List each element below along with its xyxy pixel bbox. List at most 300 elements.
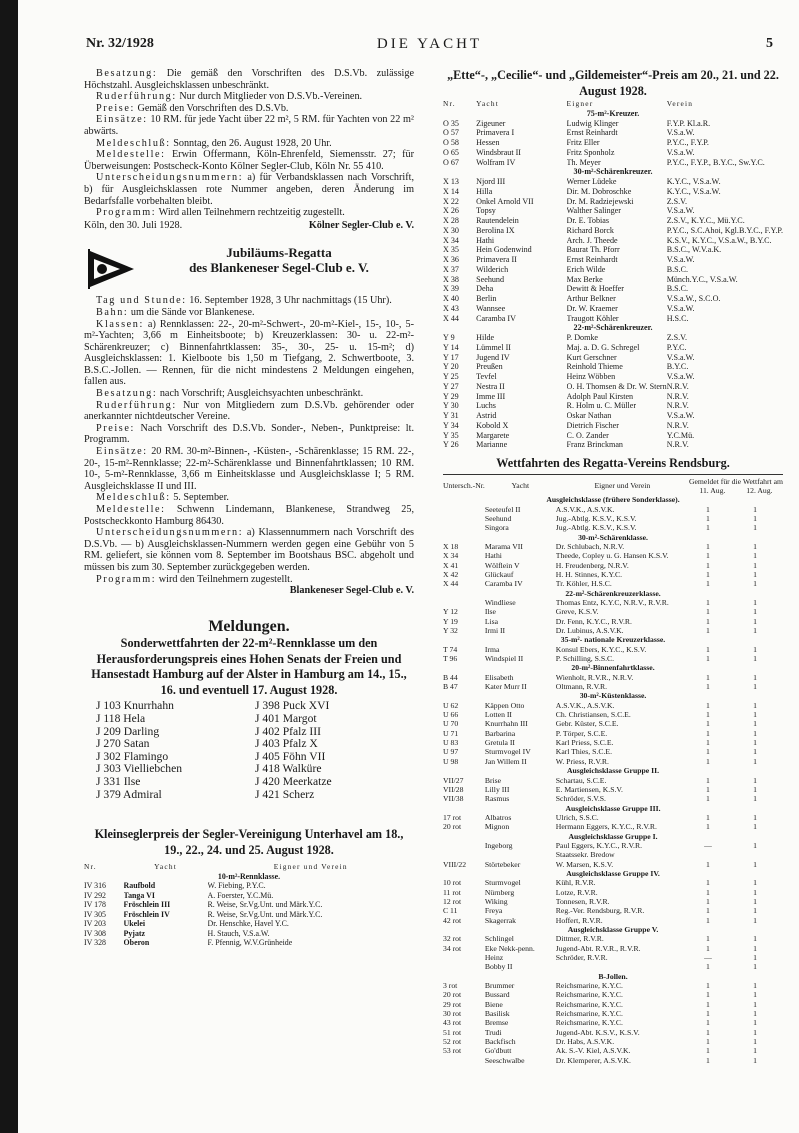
table-cell: Ernst Reinhardt: [566, 128, 618, 138]
table-row: [443, 785, 783, 794]
table-cell: 1: [753, 1018, 757, 1028]
rendsburg-group-label: Ausgleichsklasse (frühere Sonderklasse).: [546, 495, 680, 505]
table-cell: Reg.-Ver. Rendsburg, R.V.R.: [555, 906, 645, 916]
table-row: [443, 1056, 783, 1065]
table-row: [443, 981, 783, 990]
table-row: [443, 1046, 783, 1055]
table-cell: 1: [706, 915, 710, 925]
table-cell: Marama VII: [484, 541, 523, 551]
table-cell: 42 rot: [443, 915, 462, 925]
table-cell: Walther Salinger: [566, 206, 621, 216]
table-cell: V.S.a.W.: [666, 147, 695, 157]
rendsburg-group-label: 22-m²-Schärenkreuzerklasse.: [565, 588, 661, 598]
table-cell: 1: [753, 896, 757, 906]
table-cell: Dr. Klemperer, A.S.V.K.: [555, 1055, 631, 1065]
table-cell: 1: [753, 775, 757, 785]
table-cell: A. Foerster, Y.C.Mü.: [207, 890, 274, 900]
sonder-entry: J 421 Scherz: [255, 787, 315, 801]
table-cell: 1: [706, 616, 710, 626]
koeln-keyword: Ruderführung:: [96, 91, 177, 103]
jubilaeum-keyword: Unterscheidungsnummern:: [96, 527, 244, 539]
table-cell: Lotten II: [484, 710, 512, 720]
table-cell: Karl Priess, S.C.E.: [555, 738, 614, 748]
table-cell: Biene: [484, 999, 503, 1009]
rendsburg-group-row: [443, 766, 783, 775]
table-cell: 1: [706, 682, 710, 692]
table-cell: P. Domke: [566, 333, 599, 342]
table-cell: X 39: [443, 284, 459, 294]
table-cell: Onkel Arnold VII: [476, 196, 534, 206]
table-cell: 1: [706, 644, 710, 654]
table-cell: B 47: [443, 682, 458, 692]
table-cell: Reichsmarine, K.Y.C.: [555, 1009, 623, 1019]
table-cell: Hathi: [476, 235, 495, 245]
table-cell: F.Y.P. Kl.a.R.: [666, 118, 711, 128]
koeln-paragraph: [84, 68, 414, 91]
table-cell: Raufbold: [123, 881, 156, 891]
table-cell: Y 20: [443, 362, 459, 372]
table-cell: 20 rot: [443, 822, 462, 832]
table-cell: [443, 850, 485, 859]
table-row: [443, 177, 783, 187]
table-cell: 1: [753, 934, 757, 944]
table-cell: V.S.a.W.: [666, 128, 695, 138]
left-column: [84, 68, 414, 948]
table-cell: B.S.C., W.V.a.K.: [666, 245, 722, 255]
table-cell: Ilse: [484, 607, 496, 617]
table-cell: 1: [706, 551, 710, 561]
table-cell: 1: [706, 812, 710, 822]
table-cell: Eke Nekk-penn.: [484, 943, 535, 953]
meldungen-heading: Meldungen.: [208, 617, 290, 635]
koeln-text: Wird allen Teilnehmern rechtzeitig zugestellt.: [156, 207, 345, 219]
table-cell: 1: [706, 1046, 710, 1056]
table-cell: 1: [753, 794, 757, 804]
koeln-date: Köln, den 30. Juli 1928.: [84, 219, 183, 231]
table-cell: 1: [706, 1027, 710, 1037]
table-cell: Wannsee: [476, 303, 506, 313]
ette-group-row: [443, 109, 783, 119]
jubilaeum-keyword: Meldestelle:: [96, 504, 166, 515]
rendsburg-group-row: [443, 635, 783, 644]
table-cell: Pyjatz: [123, 928, 146, 938]
table-row: [84, 910, 414, 920]
table-cell: X 13: [443, 177, 459, 186]
sonder-entry: J 403 Pfalz X: [255, 737, 318, 751]
ette-group-label: 22-m²-Schärenkreuzer.: [573, 323, 653, 333]
table-cell: X 18: [443, 541, 459, 551]
klein-header-cell: Yacht: [154, 862, 177, 872]
table-cell: Sturmvogel: [484, 878, 521, 888]
rendsburg-header-cell: Untersch.-Nr.: [443, 481, 485, 491]
table-row: [443, 275, 783, 285]
rendsburg-group-row: [443, 869, 783, 878]
table-row: [443, 841, 783, 850]
table-cell: Primavera I: [476, 128, 515, 138]
table-cell: Y 19: [443, 616, 458, 626]
issue-number: Nr. 32/1928: [86, 36, 154, 51]
table-cell: Karl Thies, S.C.E.: [555, 747, 613, 757]
table-cell: Schröder, R.V.R.: [555, 953, 608, 963]
table-cell: Y 9: [443, 333, 455, 342]
ette-title: „Ette“-, „Cecilie“- und „Gildemeister“-Preis am 20., 21. und 22. August 1928.: [447, 68, 779, 98]
table-cell: 1: [706, 747, 710, 757]
table-cell: 34 rot: [443, 943, 462, 953]
table-cell: 20 rot: [443, 990, 462, 1000]
table-row: [443, 119, 783, 129]
table-cell: Erich Wilde: [566, 264, 606, 274]
koeln-announcement: [84, 68, 414, 219]
table-cell: W. Priess, R.V.R.: [555, 756, 609, 766]
rendsburg-group-label: Ausgleichsklasse Gruppe I.: [568, 831, 658, 841]
table-cell: Dr. W. Kraemer: [566, 303, 618, 313]
table-cell: R. Weise, Sr.Vg.Unt. und Märk.Y.C.: [207, 900, 323, 910]
table-cell: 17 rot: [443, 812, 462, 822]
jubilaeum-keyword: Ruderführung:: [96, 399, 177, 411]
table-cell: 1: [753, 887, 757, 897]
rendsburg-group-label: Ausgleichsklasse Gruppe IV.: [566, 868, 660, 878]
koeln-text: Nur durch Mitglieder von D.S.Vb.-Vereinen.: [176, 91, 363, 103]
jubilaeum-heading: [84, 245, 414, 289]
table-cell: A.S.V.K., A.S.V.K.: [555, 700, 615, 710]
table-cell: 1: [753, 822, 757, 832]
table-cell: VII/27: [443, 775, 464, 785]
klein-group-row: [84, 872, 414, 882]
table-cell: Tr. Köhler, H.S.C.: [555, 579, 612, 589]
jubilaeum-paragraph: [84, 504, 414, 527]
table-cell: 1: [706, 626, 710, 635]
koeln-keyword: Unterscheidungsnummern:: [96, 172, 244, 184]
koeln-paragraph: [84, 172, 414, 207]
rendsburg-title: Wettfahrten des Regatta-Vereins Rendsburg.: [496, 456, 730, 470]
table-row: [443, 343, 783, 353]
table-cell: Y 35: [443, 430, 459, 440]
table-cell: Y 30: [443, 401, 459, 411]
table-cell: U 98: [443, 756, 459, 766]
table-row: [443, 860, 783, 869]
table-cell: Mignon: [484, 822, 510, 832]
table-cell: X 14: [443, 186, 459, 196]
table-row: [443, 897, 783, 906]
table-cell: X 38: [443, 274, 459, 284]
table-cell: 1: [753, 607, 757, 617]
table-cell: X 44: [443, 313, 459, 323]
table-cell: Schröder, S.V.S.: [555, 794, 606, 804]
table-cell: N.R.V.: [666, 440, 689, 450]
table-cell: Jan Willem II: [484, 756, 527, 766]
koeln-paragraph: [84, 207, 414, 219]
table-row: [443, 617, 783, 626]
table-cell: V.S.a.W.: [666, 303, 695, 313]
jubilaeum-keyword: Klassen:: [96, 318, 144, 330]
table-cell: 1: [753, 1037, 757, 1047]
table-cell: Ch. Christiansen, S.C.E.: [555, 710, 631, 720]
table-cell: 1: [706, 569, 710, 579]
rendsburg-header-cell: [689, 477, 783, 496]
table-cell: 1: [706, 597, 710, 607]
table-cell: 1: [706, 654, 710, 664]
rendsburg-group-row: [443, 663, 783, 672]
table-cell: X 40: [443, 294, 459, 303]
table-cell: IV 292: [84, 890, 106, 900]
table-cell: Astrid: [476, 411, 497, 420]
table-row: [443, 362, 783, 372]
table-cell: 1: [753, 962, 757, 972]
table-row: [443, 372, 783, 382]
table-cell: Kühl, R.V.R.: [555, 878, 596, 888]
scan-edge: [0, 0, 18, 1133]
table-row: [443, 148, 783, 158]
table-cell: Reichsmarine, K.Y.C.: [555, 1018, 623, 1028]
table-row: [443, 757, 783, 766]
table-row: [443, 710, 783, 719]
table-cell: Albatros: [484, 812, 512, 822]
jubilaeum-keyword: Programm:: [96, 573, 157, 585]
rendsburg-group-label: B-Jollen.: [598, 971, 628, 981]
table-cell: 1: [706, 934, 710, 944]
table-cell: Theede, Copley u. G. Hansen K.S.V.: [555, 551, 669, 561]
table-cell: Wilderich: [476, 264, 509, 274]
table-cell: 1: [706, 1055, 710, 1065]
table-cell: Berolina IX: [476, 225, 515, 235]
table-cell: 1: [706, 775, 710, 785]
table-cell: H. Freudenberg, N.R.V.: [555, 560, 629, 570]
table-cell: 1: [753, 728, 757, 738]
table-cell: Ak. S.-V. Kiel, A.S.V.K.: [555, 1046, 631, 1056]
jubilaeum-text: 5. September.: [170, 492, 229, 504]
table-row: [443, 878, 783, 887]
table-row: [443, 255, 783, 265]
jubilaeum-text: wird den Teilnehmern zugestellt.: [156, 573, 293, 585]
table-cell: [443, 1056, 485, 1065]
table-cell: Jugend IV: [476, 352, 510, 362]
table-row: [443, 570, 783, 579]
table-cell: Oskar Nathan: [566, 411, 612, 420]
table-cell: T 96: [443, 654, 458, 664]
sonder-entry: J 331 Ilse: [96, 774, 141, 788]
table-cell: T 74: [443, 644, 458, 654]
table-cell: Arch. J. Theede: [566, 235, 618, 245]
sonder-title: Sonderwettfahrten der 22-m²-Rennklasse um den Herausforderungspreis eines Hohen Senats der Freien und Hansestadt Hamburg auf der Alster in Hamburg am 14., 15., 16. und eventuell 17. August 1928.: [91, 636, 407, 697]
table-row: [443, 607, 783, 616]
koeln-text: Erwin Offermann, Köln-Ehrenfeld, Siemensstr. 27; für Überweisungen: Postscheck-Konto Kölner Segler-Club, Köln Nr. 55 410.: [84, 149, 414, 172]
table-row: [443, 916, 783, 925]
table-row: [443, 953, 783, 962]
table-cell: O 67: [443, 157, 459, 167]
table-cell: Go'dbutt: [484, 1046, 512, 1056]
table-cell: O 35: [443, 118, 459, 128]
table-cell: 1: [753, 878, 757, 888]
table-cell: 1: [753, 597, 757, 607]
table-cell: X 37: [443, 264, 459, 274]
table-cell: Adolph Paul Kirsten: [566, 391, 634, 401]
koeln-signature-line: [84, 220, 414, 232]
table-cell: 1: [706, 607, 710, 617]
table-cell: Ukelei: [123, 919, 146, 929]
table-cell: Reinhold Thieme: [566, 362, 623, 372]
sonder-entry: J 418 Walküre: [255, 762, 322, 776]
table-cell: [443, 523, 485, 532]
table-cell: IV 305: [84, 909, 106, 919]
table-cell: 1: [753, 999, 757, 1009]
table-row: [443, 738, 783, 747]
table-cell: Y 17: [443, 352, 459, 362]
table-row: [443, 353, 783, 363]
table-cell: Ludwig Klinger: [566, 118, 619, 128]
table-cell: 1: [753, 541, 757, 551]
table-cell: 52 rot: [443, 1037, 462, 1047]
jubilaeum-text: 16. September 1928, 3 Uhr nachmittags (15 Uhr).: [186, 295, 392, 307]
table-row: [443, 551, 783, 560]
right-column: [443, 68, 783, 1065]
rendsburg-group-label: 20-m²-Binnenfahrtklasse.: [571, 663, 655, 673]
table-row: [443, 542, 783, 551]
table-cell: Störtebeker: [484, 859, 521, 869]
club-burgee-icon: [86, 247, 136, 291]
table-cell: Tonnesen, R.V.R.: [555, 896, 610, 906]
table-cell: Greve, K.S.V.: [555, 607, 599, 617]
ette-header-cell: Yacht: [476, 99, 500, 108]
table-cell: U 70: [443, 719, 459, 729]
table-cell: Freya: [484, 906, 503, 916]
table-row: [443, 197, 783, 207]
table-cell: H.S.C.: [666, 313, 689, 323]
table-row: [443, 747, 783, 756]
rendsburg-header-cell: Eigner und Verein: [594, 481, 651, 491]
table-cell: X 42: [443, 569, 459, 579]
sonder-entry: J 379 Admiral: [96, 787, 162, 801]
table-cell: U 71: [443, 728, 459, 738]
table-row: [443, 701, 783, 710]
table-cell: Nestra II: [476, 381, 505, 391]
table-cell: Richard Borck: [566, 225, 614, 235]
table-cell: W. Fiebing, P.Y.C.: [207, 881, 266, 891]
sonder-entry: J 303 Vielliebchen: [96, 762, 183, 776]
koeln-paragraph: [84, 114, 414, 137]
table-cell: 1: [753, 784, 757, 794]
ette-group-label: 30-m²-Schärenkreuzer.: [573, 167, 653, 177]
jubilaeum-announcement: [84, 295, 414, 585]
rendsburg-group-label: Ausgleichsklasse Gruppe III.: [565, 803, 661, 813]
rendsburg-group-label: Ausgleichsklasse Gruppe II.: [566, 766, 660, 776]
table-cell: Dr. Henschke, Havel Y.C.: [207, 919, 289, 929]
table-cell: X 34: [443, 551, 459, 561]
table-cell: H. Stauch, V.S.a.W.: [207, 928, 270, 938]
jubilaeum-text: a) Klassennummern nach Vorschrift des D.S.Vb. — b) Ausgleichsklassen-Nummern werden gegen eine Gebühr von 5 RM. geliefert, sie können vom 8. September im Bootshaus BSC. abgeholt und müssen bis zum 30. September zurückgegeben werden.: [84, 527, 414, 573]
table-cell: Zigeuner: [476, 118, 506, 128]
table-row: [443, 626, 783, 635]
rendsburg-header-cell: Yacht: [511, 481, 530, 491]
table-cell: Schartau, S.C.E.: [555, 775, 607, 785]
table-cell: Tanga VI: [123, 890, 155, 900]
jubilaeum-paragraph: [84, 527, 414, 573]
table-cell: Topsy: [476, 206, 496, 216]
table-cell: Windspiel II: [484, 654, 524, 664]
table-cell: [556, 962, 689, 971]
rendsburg-group-row: [443, 691, 783, 700]
koeln-paragraph: [84, 149, 414, 172]
table-cell: IV 203: [84, 919, 106, 929]
table-cell: Fritz Eller: [566, 138, 600, 147]
ette-header-cell: Nr.: [443, 99, 456, 108]
table-cell: Singora: [484, 523, 509, 533]
table-cell: 1: [753, 579, 757, 589]
table-cell: Z.S.V.: [666, 196, 688, 206]
table-cell: 1: [706, 513, 710, 523]
table-cell: Y.C.Mü.: [666, 430, 695, 440]
table-cell: Njord III: [476, 177, 506, 186]
table-cell: 1: [706, 560, 710, 570]
table-cell: R. Holm u. C. Müller: [566, 401, 637, 411]
table-cell: X 28: [443, 216, 459, 225]
table-cell: Jug.-Abtlg. K.S.V., K.S.V.: [555, 513, 637, 523]
table-row: [443, 1009, 783, 1018]
table-row: [84, 891, 414, 901]
table-cell: [443, 598, 485, 607]
jubilaeum-text: Nur von Mitgliedern zum D.S.Vb. gehörender oder anerkannter nichtdeutscher Vereine.: [84, 399, 414, 423]
table-cell: X 44: [443, 579, 459, 589]
table-cell: 1: [753, 513, 757, 523]
jubilaeum-text: Schwenn Lindemann, Blankenese, Strandweg 25, Postscheckkonto Hamburg 86430.: [84, 504, 414, 527]
table-cell: Seehund: [484, 513, 512, 523]
klein-header-cell: Nr.: [84, 862, 97, 872]
table-cell: 1: [706, 1018, 710, 1028]
table-cell: [689, 850, 727, 859]
table-cell: 30 rot: [443, 1009, 462, 1019]
rendsburg-group-row: [443, 495, 783, 504]
table-cell: Dr. Schlubach, N.R.V.: [555, 541, 625, 551]
table-cell: IV 328: [84, 938, 106, 948]
jubilaeum-paragraph: [84, 307, 414, 319]
sonder-entry: J 402 Pfalz III: [255, 724, 322, 738]
rendsburg-table: [443, 477, 783, 1066]
koeln-paragraph: [84, 103, 414, 115]
table-cell: P.Y.C.: [666, 342, 687, 352]
table-cell: Schlingel: [484, 934, 514, 944]
table-cell: 1: [706, 878, 710, 888]
table-cell: Baurat Th. Pforr: [566, 245, 620, 255]
table-cell: VII/28: [443, 784, 464, 794]
table-cell: Lilly III: [484, 784, 510, 794]
table-cell: Z.S.V., K.Y.C., Mü.Y.C.: [666, 216, 745, 225]
rendsburg-day-1: 11. Aug.: [699, 485, 726, 495]
jubilaeum-paragraph: [84, 423, 414, 446]
jubilaeum-paragraph: [84, 388, 414, 400]
table-cell: Bussard: [484, 990, 510, 1000]
table-cell: 1: [706, 672, 710, 682]
table-row: [443, 561, 783, 570]
table-cell: Glückauf: [484, 569, 514, 579]
table-row: [443, 1000, 783, 1009]
table-cell: [443, 514, 485, 523]
table-row: [443, 440, 783, 450]
sonder-entry: J 302 Flamingo: [96, 749, 169, 763]
table-cell: 1: [706, 859, 710, 869]
table-cell: Jug.-Abtlg. K.S.V., K.S.V.: [555, 523, 637, 533]
table-cell: IV 308: [84, 928, 106, 938]
jubilaeum-paragraph: [84, 319, 414, 389]
table-cell: 1: [706, 523, 710, 533]
jubilaeum-paragraph: [84, 295, 414, 307]
table-cell: V.S.a.W.: [666, 206, 695, 216]
table-cell: Dr. E. Tobias: [566, 216, 609, 225]
table-cell: Backfisch: [484, 1037, 516, 1047]
sonder-entry: J 398 Puck XVI: [255, 699, 330, 713]
table-cell: Thomas Entz, K.Y.C, N.R.V., R.V.R.: [555, 597, 669, 607]
rendsburg-header-row: [443, 477, 783, 496]
table-cell: 1: [753, 953, 757, 963]
table-row: [443, 1037, 783, 1046]
